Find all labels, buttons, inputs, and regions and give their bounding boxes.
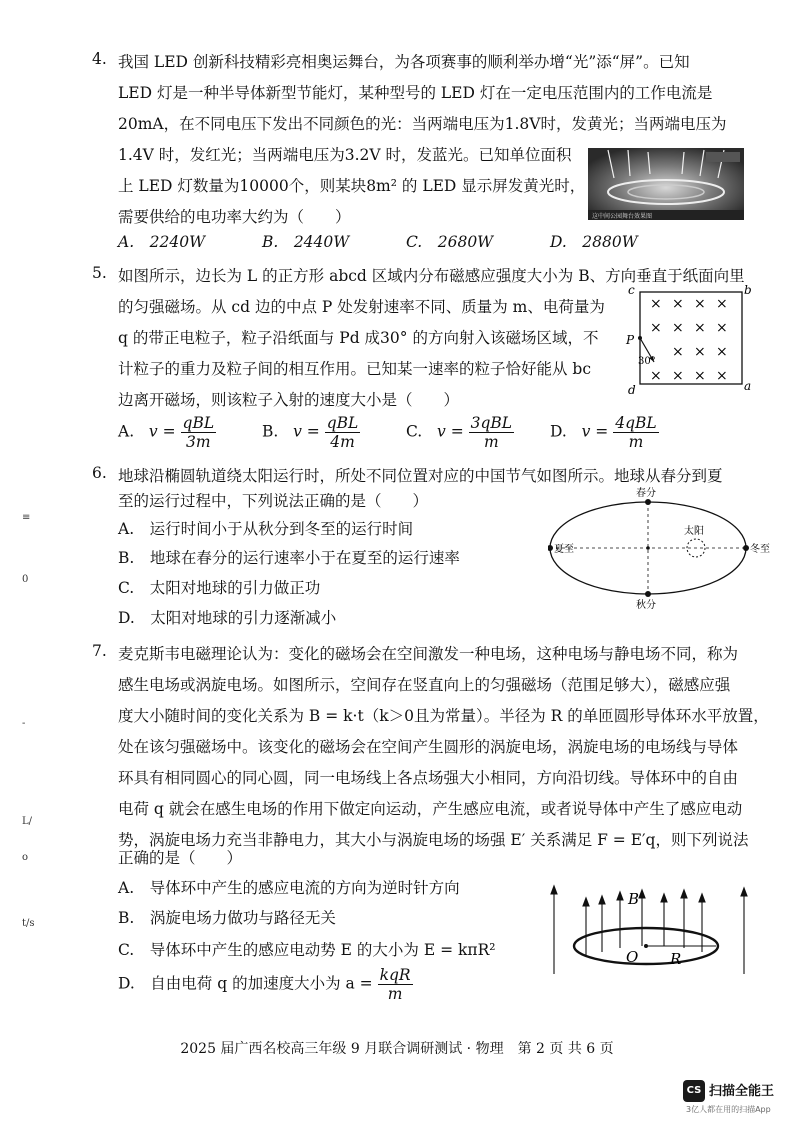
- camscanner-name: 扫描全能王: [709, 1084, 775, 1099]
- corner-a-label: a: [744, 379, 752, 393]
- option-label: A.: [118, 422, 135, 441]
- earth-dot: [743, 545, 749, 551]
- magnetic-field-square-diagram: [624, 282, 754, 398]
- q4-line: 20mA，在不同电压下发出不同颜色的光：当两端电压为1.8V时，发黄光；当两端电压为: [118, 115, 727, 133]
- q7-line: 度大小随时间的变化关系为 B = k·t（k＞0且为常量）。半径为 R 的单匝圆形导体环水平放置，: [118, 707, 769, 725]
- q6-line: 至的运行过程中，下列说法正确的是（ ）: [118, 492, 429, 510]
- q7-option-b[interactable]: B. 涡旋电场力做功与路径无关: [118, 909, 336, 927]
- field-cross: ×: [694, 368, 706, 384]
- side-mark: t/s: [22, 918, 35, 929]
- q7-number: 7.: [92, 642, 107, 660]
- q6-option-a[interactable]: A. 运行时间小于从秋分到冬至的运行时间: [118, 520, 414, 538]
- field-cross: ×: [650, 368, 662, 384]
- q7-option-d[interactable]: [118, 966, 413, 1003]
- field-lines: [551, 886, 747, 974]
- side-mark: ≡: [22, 512, 31, 523]
- option-lhs: v =: [293, 422, 320, 441]
- q4-option-b[interactable]: B. 2440W: [262, 233, 350, 251]
- option-lhs: v =: [437, 422, 464, 441]
- field-cross: ×: [650, 320, 662, 336]
- earth-dot: [645, 591, 651, 597]
- q6-option-b[interactable]: B. 地球在春分的运行速率小于在夏至的运行速率: [118, 549, 460, 567]
- corner-d-label: d: [628, 383, 636, 397]
- field-label-b: B: [628, 890, 640, 908]
- field-cross: ×: [694, 320, 706, 336]
- q4-line: LED 灯是一种半导体新型节能灯，某种型号的 LED 灯在一定电压范围内的工作电流是: [118, 84, 713, 102]
- q6-option-c[interactable]: C. 太阳对地球的引力做正功: [118, 579, 321, 597]
- led-stage-photo: [588, 148, 744, 220]
- q4-option-a[interactable]: A. 2240W: [118, 233, 205, 251]
- q5-number: 5.: [92, 264, 107, 282]
- q7-line: 处在该匀强磁场中。该变化的磁场会在空间产生圆形的涡旋电场，涡旋电场的电场线与导体: [118, 738, 739, 756]
- corner-c-label: c: [628, 283, 635, 297]
- option-label: C.: [406, 422, 423, 441]
- q4-line: 需要供给的电功率大约为（ ）: [118, 208, 351, 226]
- q5-line: 计粒子的重力及粒子间的相互作用。已知某一速率的粒子恰好能从 bc: [118, 360, 592, 378]
- orbit-label-summer: 夏至: [554, 544, 574, 555]
- q4-line: 我国 LED 创新科技精彩亮相奥运舞台，为各项赛事的顺利举办增“光”添“屏”。已知: [118, 53, 690, 71]
- q5-option-c[interactable]: [406, 414, 514, 451]
- q7-line: 感生电场或涡旋电场。如图所示，空间存在竖直向上的匀强磁场（范围足够大），磁感应强: [118, 676, 731, 694]
- angle-label: 30°: [638, 356, 656, 367]
- field-cross: ×: [716, 296, 728, 312]
- option-lhs: v =: [148, 422, 176, 441]
- side-mark: 0: [22, 574, 29, 585]
- center-label-o: O: [626, 948, 639, 966]
- option-fraction: $\frac{\text{qBL}}{3m}$: [182, 414, 215, 451]
- field-cross: ×: [694, 344, 706, 360]
- q5-option-b[interactable]: [262, 414, 360, 451]
- ring-in-field-diagram: [540, 880, 760, 976]
- camscanner-tagline: 3亿人都在用的扫描App: [686, 1105, 771, 1114]
- page-footer: 2025 届广西名校高三年级 9 月联合调研测试 · 物理 第 2 页 共 6 页: [180, 1041, 614, 1057]
- option-text: D. 自由电荷 q 的加速度大小为 a =: [118, 974, 373, 993]
- q7-line: 环具有相同圆心的同心圆，同一电场线上各点场强大小相同，方向沿切线。导体环中的自由: [118, 769, 739, 787]
- q5-line: 边离开磁场，则该粒子入射的速度大小是（ ）: [118, 391, 460, 409]
- field-cross: ×: [672, 344, 684, 360]
- field-cross: ×: [716, 368, 728, 384]
- q4-line: 上 LED 灯数量为10000个，则某块8m² 的 LED 显示屏发黄光时，: [118, 177, 586, 195]
- q7-option-a[interactable]: A. 导体环中产生的感应电流的方向为逆时针方向: [118, 879, 460, 897]
- option-fraction: $\frac{\text{kqR}}{m}$: [379, 966, 411, 1003]
- option-fraction: $\frac{\text{4qBL}}{m}$: [615, 414, 657, 451]
- field-cross: ×: [716, 320, 728, 336]
- q6-line: 地球沿椭圆轨道绕太阳运行时，所处不同位置对应的中国节气如图所示。地球从春分到夏: [118, 467, 723, 485]
- radius-label-r: R: [670, 950, 682, 968]
- q4-number: 4.: [92, 50, 107, 68]
- field-cross: ×: [694, 296, 706, 312]
- earth-dot: [645, 499, 651, 505]
- q5-option-d[interactable]: [550, 414, 659, 451]
- q7-line: 麦克斯韦电磁理论认为：变化的磁场会在空间激发一种电场，这种电场与静电场不同，称为: [118, 645, 739, 663]
- q5-option-a[interactable]: [118, 414, 216, 451]
- q7-option-c[interactable]: C. 导体环中产生的感应电动势 E 的大小为 E = kπR²: [118, 941, 496, 959]
- option-lhs: v =: [581, 422, 609, 441]
- q7-line: 正确的是（ ）: [118, 849, 243, 867]
- earth-orbit-diagram: [548, 486, 778, 612]
- earth-dot: [548, 545, 553, 551]
- q4-option-d[interactable]: D. 2880W: [550, 233, 638, 251]
- q7-line: 势，涡旋电场力充当非静电力，其大小与涡旋电场的场强 E′ 关系满足 F = E′q，则下列说法: [118, 831, 749, 849]
- option-label: D.: [550, 422, 567, 441]
- corner-b-label: b: [744, 283, 752, 297]
- side-mark: o: [22, 852, 29, 863]
- field-cross: ×: [672, 368, 684, 384]
- q5-line: 的匀强磁场。从 cd 边的中点 P 处发射速率不同、质量为 m、电荷量为: [118, 298, 605, 316]
- q4-line: 1.4V 时，发红光；当两端电压为3.2V 时，发蓝光。已知单位面积: [118, 146, 572, 164]
- field-cross: ×: [650, 296, 662, 312]
- q5-line: 如图所示，边长为 L 的正方形 abcd 区域内分布磁感应强度大小为 B、方向垂直于纸面向里: [118, 267, 745, 285]
- orbit-label-autumn: 秋分: [636, 600, 656, 611]
- q4-option-c[interactable]: C. 2680W: [406, 233, 494, 251]
- option-label: B.: [262, 422, 279, 441]
- q5-line: q 的带正电粒子，粒子沿纸面与 Pd 成30° 的方向射入该磁场区域，不: [118, 329, 599, 347]
- orbit-label-sun: 太阳: [684, 526, 704, 537]
- photo-caption: 这中间公园舞台效果图: [592, 213, 653, 220]
- camscanner-logo-icon: CS: [683, 1080, 705, 1102]
- field-cross: ×: [672, 296, 684, 312]
- point-p-label: P: [626, 333, 635, 347]
- q6-option-d[interactable]: D. 太阳对地球的引力逐渐减小: [118, 609, 337, 627]
- side-mark: L/: [22, 816, 33, 827]
- q7-line: 电荷 q 就会在感生电场的作用下做定向运动，产生感应电流，或者说导体中产生了感应电动: [118, 800, 743, 818]
- orbit-label-winter: 冬至: [750, 544, 770, 555]
- field-cross: ×: [716, 344, 728, 360]
- option-fraction: $\frac{\text{qBL}}{4m}$: [326, 414, 359, 451]
- q6-number: 6.: [92, 464, 107, 482]
- field-cross: ×: [672, 320, 684, 336]
- orbit-label-spring: 春分: [636, 488, 656, 499]
- side-mark: -: [22, 718, 26, 729]
- option-fraction: $\frac{\text{3qBL}}{m}$: [470, 414, 513, 451]
